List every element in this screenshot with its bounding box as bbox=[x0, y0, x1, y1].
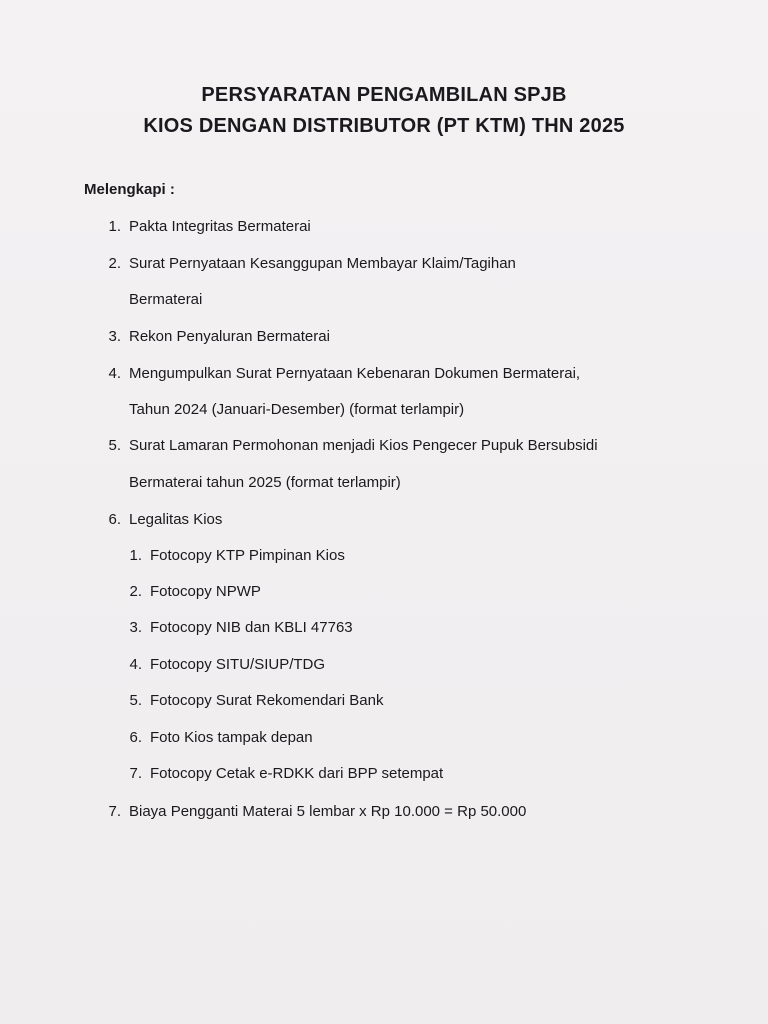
sub-list-item-text: Fotocopy Surat Rekomendari Bank bbox=[150, 692, 384, 709]
list-item bbox=[83, 365, 580, 382]
sub-list-item-number: 2. bbox=[129, 583, 142, 600]
list-item-number: 2. bbox=[108, 255, 121, 272]
list-item bbox=[83, 803, 526, 820]
sub-list-item bbox=[118, 656, 325, 673]
sub-list-item bbox=[118, 765, 443, 782]
list-item-continuation: Bermaterai bbox=[129, 291, 203, 308]
list-item-text: Rekon Penyaluran Bermaterai bbox=[129, 328, 330, 345]
list-item-number: 5. bbox=[108, 437, 121, 454]
list-item-continuation: Tahun 2024 (Januari-Desember) (format terlampir) bbox=[129, 401, 465, 418]
sub-list-item-number: 5. bbox=[129, 692, 142, 709]
list-item-number: 3. bbox=[108, 328, 121, 345]
sub-list-item-number: 6. bbox=[129, 729, 142, 746]
list-item-continuation: Bermaterai tahun 2025 (format terlampir) bbox=[129, 474, 401, 491]
sub-list-item-text: Fotocopy KTP Pimpinan Kios bbox=[150, 547, 345, 564]
list-item bbox=[83, 255, 516, 272]
list-item-text: Legalitas Kios bbox=[129, 511, 223, 528]
sub-list-item-number: 3. bbox=[129, 619, 142, 636]
list-item-text: Pakta Integritas Bermaterai bbox=[129, 218, 311, 235]
list-item-number: 4. bbox=[108, 365, 121, 382]
sub-list-item bbox=[118, 583, 261, 600]
list-item-text: Biaya Pengganti Materai 5 lembar x Rp 10.000 = Rp 50.000 bbox=[129, 803, 527, 820]
sub-list-item-number: 4. bbox=[129, 656, 142, 673]
list-item-number: 7. bbox=[108, 803, 121, 820]
list-item-text: Mengumpulkan Surat Pernyataan Kebenaran Dokumen Bermaterai, bbox=[129, 365, 581, 382]
document-title-line1: PERSYARATAN PENGAMBILAN SPJB bbox=[201, 84, 567, 106]
sub-list-item bbox=[118, 547, 345, 564]
list-item-text: Surat Lamaran Permohonan menjadi Kios Pengecer Pupuk Bersubsidi bbox=[129, 437, 598, 454]
list-item-text: Surat Pernyataan Kesanggupan Membayar Klaim/Tagihan bbox=[129, 255, 516, 272]
list-item bbox=[83, 218, 311, 235]
sub-list-item-text: Foto Kios tampak depan bbox=[150, 729, 313, 746]
list-item-number: 6. bbox=[108, 511, 121, 528]
list-item-number: 1. bbox=[108, 218, 121, 235]
list-item bbox=[83, 511, 222, 528]
document-title-line2: KIOS DENGAN DISTRIBUTOR (PT KTM) THN 2025 bbox=[143, 115, 625, 137]
sub-list-item-text: Fotocopy Cetak e-RDKK dari BPP setempat bbox=[150, 765, 444, 782]
sub-list-item-number: 7. bbox=[129, 765, 142, 782]
sub-list-item bbox=[118, 619, 353, 636]
sub-list-item-number: 1. bbox=[129, 547, 142, 564]
sub-list-item bbox=[118, 729, 313, 746]
intro-label: Melengkapi : bbox=[84, 181, 175, 198]
list-item bbox=[83, 328, 330, 345]
list-item bbox=[83, 437, 598, 454]
sub-list-item-text: Fotocopy NPWP bbox=[150, 583, 261, 600]
sub-list-item bbox=[118, 692, 383, 709]
sub-list-item-text: Fotocopy NIB dan KBLI 47763 bbox=[150, 619, 353, 636]
sub-list-item-text: Fotocopy SITU/SIUP/TDG bbox=[150, 656, 326, 673]
